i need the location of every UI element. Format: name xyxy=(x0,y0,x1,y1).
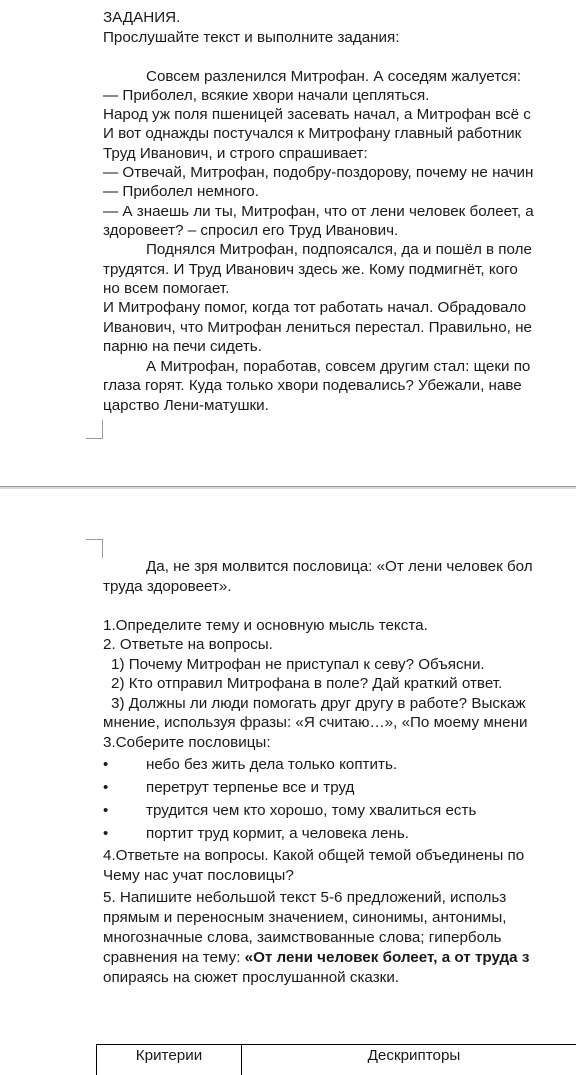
task-4: 4.Ответьте на вопросы. Какой общей темой объединены по xyxy=(103,847,525,864)
story-line: Иванович, что Митрофан лениться перестал. Правильно, не xyxy=(103,319,532,336)
proverb-line: труда здоровеет». xyxy=(103,578,232,595)
story-line: здоровеет? – спросил его Труд Иванович. xyxy=(103,222,399,239)
bullet-marker: • xyxy=(103,825,109,842)
story-line: трудятся. И Труд Иванович здесь же. Кому подмигнёт, кого xyxy=(103,261,518,278)
proverb-line: Да, не зря молвится пословица: «От лени человек бол xyxy=(146,558,533,575)
story-line: Совсем разленился Митрофан. А соседям жалуется: xyxy=(146,68,522,85)
story-line: Труд Иванович, и строго спрашивает: xyxy=(103,145,368,162)
proverb-item: трудится чем кто хорошо, тому хвалиться есть xyxy=(146,802,477,819)
task-5: 5. Напишите небольшой текст 5-6 предложений, использ xyxy=(103,889,507,906)
task-4-continued: Чему нас учат пословицы? xyxy=(103,867,294,884)
task-5-topic: «От лени человек болеет, а от труда з xyxy=(244,949,530,966)
bullet-marker: • xyxy=(103,779,109,796)
story-line: — А знаешь ли ты, Митрофан, что от лени человек болеет, а xyxy=(103,203,534,220)
task-1: 1.Определите тему и основную мысль текста. xyxy=(103,617,428,634)
proverb-item: перетрут терпенье все и труд xyxy=(146,779,355,796)
story-line: — Приболел немного. xyxy=(103,183,259,200)
proverb-item: портит труд кормит, а человека лень. xyxy=(146,825,409,842)
proverb-item: небо без жить дела только коптить. xyxy=(146,756,398,773)
document-page-1 xyxy=(0,0,576,488)
task-2-heading: 2. Ответьте на вопросы. xyxy=(103,636,273,653)
story-line: — Приболел, всякие хвори начали цепляться. xyxy=(103,87,430,104)
story-line: И вот однажды постучался к Митрофану главный работник xyxy=(103,125,522,142)
story-line: — Отвечай, Митрофан, подобру-поздорову, почему не начин xyxy=(103,164,534,181)
bullet-marker: • xyxy=(103,756,109,773)
task-5-line: опираясь на сюжет прослушанной сказки. xyxy=(103,969,400,986)
story-line: И Митрофану помог, когда тот работать начал. Обрадовало xyxy=(103,299,527,316)
tasks-heading: ЗАДАНИЯ. xyxy=(103,9,181,26)
story-line: парню на печи сидеть. xyxy=(103,338,262,355)
task-5-line: прямым и переносным значением, синонимы, антонимы, xyxy=(103,909,507,926)
instruction-text: Прослушайте текст и выполните задания: xyxy=(103,29,400,46)
question-3: 3) Должны ли люди помогать друг другу в работе? Выскаж xyxy=(111,695,526,712)
task-5-line: многозначные слова, заимствованные слова; гиперболь xyxy=(103,929,502,946)
criteria-table xyxy=(96,1044,576,1075)
bullet-marker: • xyxy=(103,802,109,819)
task-5-topic-intro: сравнения на тему: xyxy=(103,949,245,966)
story-line: Народ уж поля пшеницей засевать начал, а Митрофан всё с xyxy=(103,106,531,123)
task-5-topic-line xyxy=(103,948,529,968)
task-3-heading: 3.Соберите пословицы: xyxy=(103,734,271,751)
story-line: А Митрофан, поработав, совсем другим стал: щеки по xyxy=(146,358,531,375)
question-1: 1) Почему Митрофан не приступал к севу? Объясни. xyxy=(111,656,485,673)
story-line: глаза горят. Куда только хвори подевались? Убежали, наве xyxy=(103,377,522,394)
story-line: Поднялся Митрофан, подпоясался, да и пошёл в поле xyxy=(146,241,532,258)
table-header-criteria: Критерии xyxy=(97,1045,242,1075)
margin-corner-mark xyxy=(86,420,103,439)
question-2: 2) Кто отправил Митрофана в поле? Дай краткий ответ. xyxy=(111,675,503,692)
table-header-descriptors: Дескрипторы xyxy=(242,1045,576,1075)
margin-corner-mark xyxy=(86,539,103,558)
story-line: но всем помогает. xyxy=(103,280,230,297)
question-3-continued: мнение, используя фразы: «Я считаю…», «По моему мнени xyxy=(103,714,528,731)
story-line: царство Лени-матушки. xyxy=(103,397,269,414)
